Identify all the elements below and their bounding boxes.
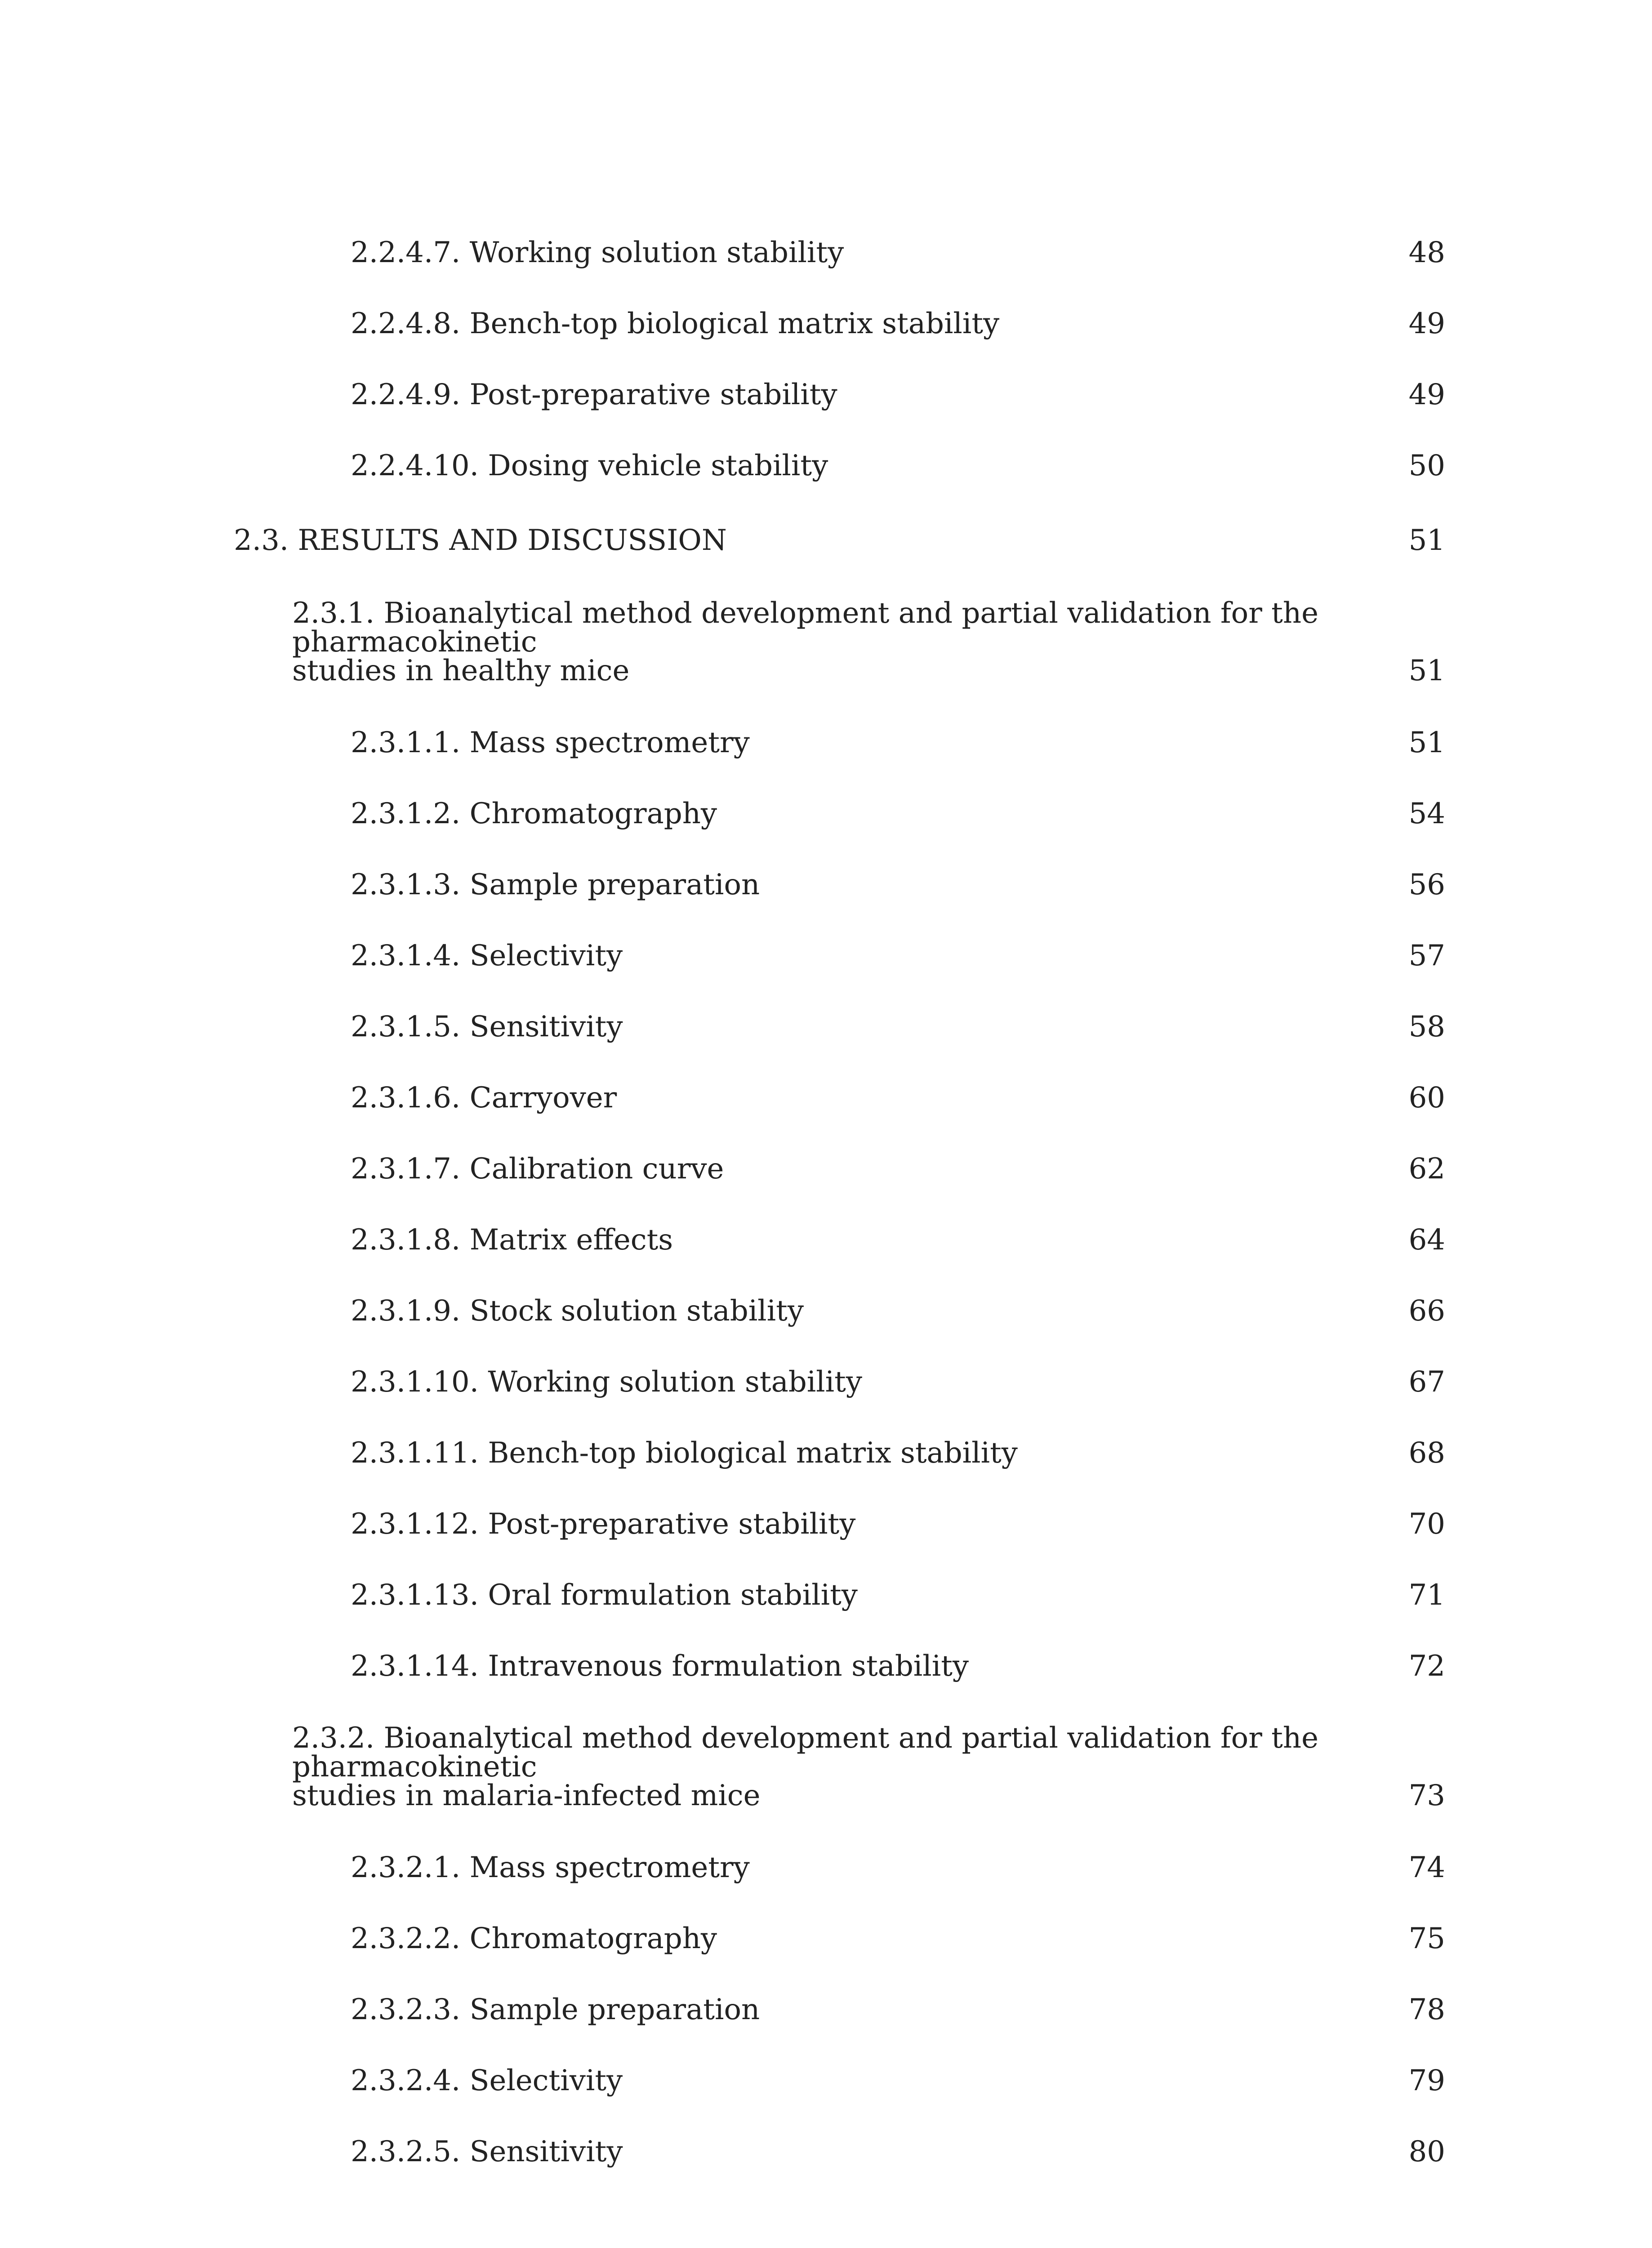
toc-entry-page: 51 [1408,726,1445,759]
toc-entry-label: 2.3.1.14. Intravenous formulation stability [351,1650,969,1683]
toc-entry-label: 2.3. RESULTS AND DISCUSSION [234,524,727,557]
toc-entry-page: 67 [1408,1365,1445,1399]
toc-entry-page: 48 [1408,236,1445,269]
toc-entry-label-line2: studies in healthy mice [292,654,630,687]
toc-entry-label: 2.3.1.11. Bench-top biological matrix stability [351,1436,1018,1470]
toc-entry-label: 2.3.1.6. Carryover [351,1081,617,1115]
toc-entry-page: 79 [1408,2064,1445,2097]
toc-entry-label: 2.3.2.2. Chromatography [351,1922,717,1955]
toc-entry-label: 2.3.2.4. Selectivity [351,2064,623,2097]
toc-entry-page: 75 [1408,1922,1445,1955]
toc-entry-label: 2.3.1.8. Matrix effects [351,1223,673,1257]
toc-entry-label: 2.3.1.13. Oral formulation stability [351,1579,858,1612]
toc-entry-label: 2.2.4.9. Post-preparative stability [351,378,837,411]
toc-entry-label: 2.2.4.10. Dosing vehicle stability [351,449,828,482]
toc-entry-label: 2.3.1.10. Working solution stability [351,1365,862,1399]
toc-entry-page: 57 [1408,939,1445,972]
toc-entry-page: 51 [1408,524,1445,557]
toc-entry-label: 2.3.1.9. Stock solution stability [351,1294,804,1328]
toc-entry-page: 71 [1408,1579,1445,1612]
toc-entry-page: 51 [1408,654,1445,687]
toc-entry-label: 2.2.4.7. Working solution stability [351,236,844,269]
toc-entry-page: 72 [1408,1650,1445,1683]
toc-entry-page: 62 [1408,1152,1445,1186]
toc-entry-label: 2.3.2.1. Mass spectrometry [351,1851,750,1884]
toc-entry-page: 64 [1408,1223,1445,1257]
toc-entry-label: 2.3.1.1. Mass spectrometry [351,726,750,759]
toc-entry-label: 2.3.1.2. Chromatography [351,797,717,830]
toc-entry-page: 74 [1408,1851,1445,1884]
toc-entry-label-line1: 2.3.2. Bioanalytical method development and partial validation for the pharmacokinetic [292,1722,1318,1784]
toc-entry-page: 54 [1408,797,1445,830]
toc-entry-label: 2.3.2.3. Sample preparation [351,1993,760,2026]
toc-entry-page: 68 [1408,1436,1445,1470]
toc-entry-page: 49 [1408,378,1445,411]
toc-entry-page: 49 [1408,307,1445,340]
toc-entry-label: 2.3.1.7. Calibration curve [351,1152,724,1186]
toc-entry-page: 56 [1408,868,1445,901]
toc-entry-page: 58 [1408,1010,1445,1044]
toc-entry-label: 2.3.2.5. Sensitivity [351,2135,623,2168]
toc-entry-page: 50 [1408,449,1445,482]
toc-entry-label: 2.2.4.8. Bench-top biological matrix stability [351,307,1000,340]
toc-entry-page: 80 [1408,2135,1445,2168]
toc-entry-page: 70 [1408,1508,1445,1541]
toc-entry-page: 73 [1408,1779,1445,1812]
toc-entry-label-line2: studies in malaria-infected mice [292,1779,761,1812]
toc-entry-label: 2.3.1.5. Sensitivity [351,1010,623,1044]
toc-entry-page: 66 [1408,1294,1445,1328]
toc-entry-label-line1: 2.3.1. Bioanalytical method development and partial validation for the pharmacokinetic [292,597,1318,659]
toc-entry-label: 2.3.1.4. Selectivity [351,939,623,972]
toc-entry-page: 78 [1408,1993,1445,2026]
toc-entry-page: 60 [1408,1081,1445,1115]
toc-entry-label: 2.3.1.12. Post-preparative stability [351,1508,856,1541]
toc-entry-label: 2.3.1.3. Sample preparation [351,868,760,901]
